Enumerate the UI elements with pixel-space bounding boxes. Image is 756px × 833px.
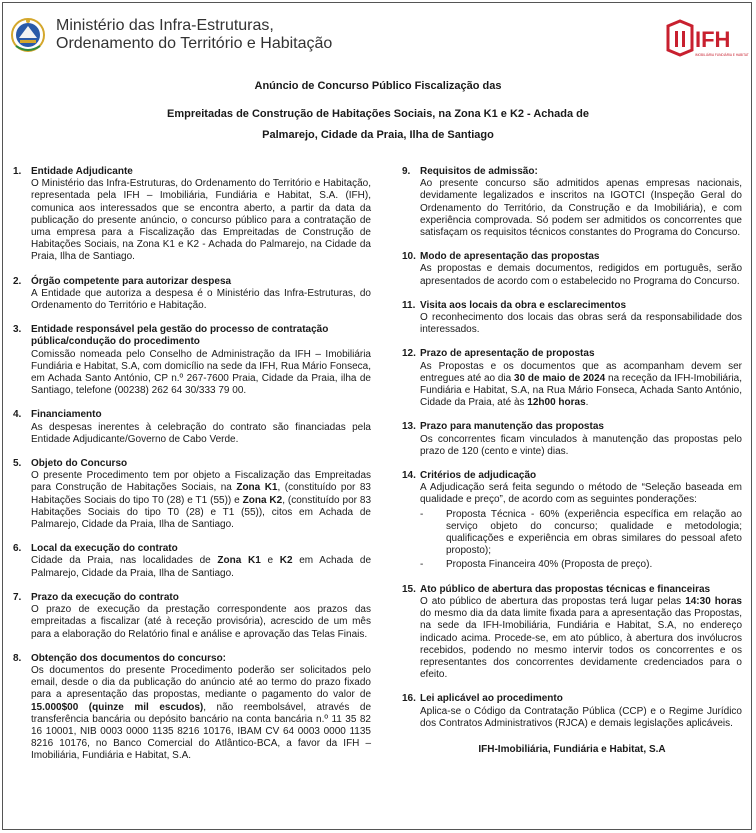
section-1 [13, 166, 371, 264]
section-10 [402, 251, 742, 288]
section-body: A Adjudicação será feita segundo o método de “Seleção baseada em qualidade e preço”, de acordo com as seguintes ponderações: [420, 482, 742, 506]
section-11 [402, 300, 742, 337]
section-heading-text: Lei aplicável ao procedimento [420, 693, 563, 705]
section-body [420, 361, 742, 410]
section-13 [402, 421, 742, 458]
body-text: , (constituído por 83 Habitações Sociais do tipo T0 (28) e T1 (55)) e [31, 482, 371, 506]
section-body [420, 596, 742, 681]
criteria-text: Proposta Financeira 40% (Proposta de preço). [446, 559, 653, 571]
dash-marker: - [420, 508, 424, 520]
section-number: 4. [13, 409, 22, 421]
section-body [31, 470, 371, 531]
right-sections [402, 166, 742, 730]
section-number: 10. [402, 251, 416, 263]
section-heading [13, 276, 371, 288]
section-number: 16. [402, 693, 416, 705]
section-heading [402, 300, 742, 312]
section-8 [13, 653, 371, 763]
body-text: , (constituído por 83 Habitações Sociais do tipo T0 (28) e T1 (55)), citos em Achada de Palmarejo, Cidade da Praia, Ilha de Santiago. [31, 494, 372, 531]
section-heading [13, 458, 371, 470]
section-number: 15. [402, 583, 416, 595]
section-number: 12. [402, 348, 416, 360]
ministry-line-2: Ordenamento do Território e Habitação [56, 35, 333, 52]
section-heading-text: Entidade responsável pela gestão do processo de contratação pública/condução do procedimento [31, 324, 329, 348]
section-12 [402, 348, 742, 409]
title-line-2: Empreitadas de Construção de Habitações Sociais, na Zona K1 e K2 - Achada de [167, 108, 589, 120]
section-heading [402, 693, 742, 705]
section-body: As despesas inerentes à celebração do contrato são financiadas pela Entidade Adjudicante/Governo de Cabo Verde. [31, 421, 371, 445]
title-line-3: Palmarejo, Cidade da Praia, Ilha de Santiago [262, 129, 494, 141]
section-heading [402, 166, 742, 178]
section-heading-text: Prazo de apresentação de propostas [420, 348, 595, 360]
section-body: A Entidade que autoriza a despesa é o Ministério das Infra-Estruturas, do Ordenamento do Território e Habitação. [31, 287, 371, 312]
section-15 [402, 584, 742, 682]
section-body: O reconhecimento dos locais das obras será da responsabilidade dos interessados. [420, 312, 742, 336]
section-heading [402, 251, 742, 263]
body-text: do mesmo dia da data limite fixada para a apresentação das Propostas, na sede da IFH-Imobiliária, Fundiária e Habitat, S.A, no endereço indicado acima. Procede-se, em ato público, à abertura dos invólucros recebidos, podendo no mesmo intervir todos os concorrentes e os representantes dos concorrentes devidamente credenciados para o efeito. [420, 608, 742, 681]
section-number: 9. [402, 166, 411, 177]
section-body [31, 555, 371, 579]
emphasis-text: 14:30 horas [685, 595, 742, 607]
left-column [13, 166, 371, 775]
body-text: As Propostas e os documentos que as acompanham devem ser entregues até ao dia [420, 360, 742, 384]
section-body: Ao presente concurso são admitidos apenas empresas nacionais, devidamente legalizados e inscritos na IGOTCI (Inspeção Geral do Ordenamento do Território, da Construção e da Imobiliária), e com experiência comprovada. Só podem ser admitidos os concorrentes que satisfaçam os requisitos técnicos constantes do Programa do Concurso. [420, 178, 742, 239]
signature: IFH-Imobiliária, Fundiária e Habitat, S.A [478, 743, 666, 755]
section-heading-text: Objeto do Concurso [31, 458, 128, 470]
emphasis-text: Zona K1 [236, 482, 278, 494]
ifh-logo [664, 20, 749, 60]
body-text: , não reembolsável, através de transferência bancária ou depósito bancário na conta bancária n.º 11 35 82 16 10001, NIB 0003 0000 1135 8216 10176, IBAM CV 64 0003 0000 1135 8216 10176, no Banco Comercial do Atlântico-BCA, a favor da IFH – Imobiliária, Fundiária e Habitat, S.A. [31, 701, 372, 762]
section-body: O prazo de execução da prestação correspondente aos prazos das empreitadas a fiscalizar (até à receção provisória), acrescido de um mês para a elaboração do Relatório final e análise e aprovação das Telas Finais. [31, 604, 371, 640]
criteria-list [420, 509, 742, 572]
section-body: As propostas e demais documentos, redigidos em português, serão apresentados de acordo com o estabelecido no Programa do Concurso. [420, 263, 742, 287]
section-heading-text: Ato público de abertura das propostas técnicas e financeiras [420, 583, 711, 595]
emphasis-text: 12h00 horas [527, 397, 586, 409]
section-body: Comissão nomeada pelo Conselho de Administração da IFH – Imobiliária Fundiária e Habitat, S.A, com domicílio na sede da IFH, Rua Mário Fonseca, em Achada Santo António, CP n.º 267-7600 Praia, Cidade da Praia, ilha de Santiago, telefone (00238) 262 64 30/333 79 00. [31, 348, 371, 397]
criteria-text: Proposta Técnica - 60% (experiência específica em relação ao serviço objeto do concurso; qualidade e metodologia; qualificações e experiência em obras similares do pessoal afeto proposto); [446, 508, 742, 557]
section-heading [402, 584, 742, 596]
section-heading [402, 421, 742, 433]
section-number: 8. [13, 652, 22, 664]
section-heading [13, 543, 371, 555]
body-text: em Achada de Palmarejo, Cidade da Praia, Ilha de Santiago. [31, 555, 372, 579]
emphasis-text: K2 [279, 555, 293, 567]
section-heading-text: Modo de apresentação das propostas [420, 251, 600, 263]
section-14 [402, 470, 742, 572]
dash-marker: - [420, 559, 424, 571]
ministry-line-1: Ministério das Infra-Estruturas, [56, 17, 274, 34]
ifh-logo-subtext: IMOBILIÁRIA FUNDIÁRIA E HABITAT [695, 53, 749, 57]
section-heading [13, 653, 371, 665]
section-heading [13, 166, 371, 178]
section-number: 6. [13, 543, 22, 555]
section-heading-text: Entidade Adjudicante [31, 166, 133, 177]
section-number: 5. [13, 458, 22, 470]
section-number: 7. [13, 591, 22, 603]
title-line-1: Anúncio de Concurso Público Fiscalização das [254, 80, 502, 92]
section-7 [13, 592, 371, 641]
section-body: Aplica-se o Código da Contratação Pública (CCP) e o Regime Jurídico dos Contratos Administrativos (RJCA) e demais legislações aplicáveis. [420, 705, 742, 729]
criteria-item [420, 559, 742, 571]
section-heading [13, 324, 371, 348]
body-text: na receção da IFH-Imobiliária, Fundiária e Habitat, S.A, na Rua Mário Fonseca, Achada Santo António, Cidade da Praia, até às [420, 372, 742, 409]
section-heading-text: Prazo da execução do contrato [31, 591, 179, 603]
section-heading [402, 470, 742, 482]
section-number: 2. [13, 275, 22, 287]
section-heading [402, 348, 742, 360]
ifh-logo-text: IFH [695, 27, 731, 52]
section-heading [13, 409, 371, 421]
section-heading-text: Visita aos locais da obra e esclarecimentos [420, 299, 627, 311]
section-heading-text: Órgão competente para autorizar despesa [31, 275, 232, 287]
body-text: e [260, 555, 280, 567]
section-heading [13, 592, 371, 604]
section-heading-text: Financiamento [31, 409, 102, 421]
section-body: Os concorrentes ficam vinculados à manutenção das propostas pelo prazo de 120 (cento e vinte) dias. [420, 433, 742, 457]
section-5 [13, 458, 371, 531]
ministry-name [56, 17, 332, 53]
section-3 [13, 324, 371, 397]
section-number: 13. [402, 421, 416, 433]
section-9 [402, 166, 742, 239]
section-4 [13, 409, 371, 446]
emphasis-text: Zona K1 [217, 555, 261, 567]
body-text: O ato público de abertura das propostas terá lugar pelas [420, 595, 686, 607]
section-heading-text: Prazo para manutenção das propostas [420, 421, 604, 433]
section-heading-text: Local da execução do contrato [31, 543, 178, 555]
section-heading-text: Requisitos de admissão: [420, 166, 538, 177]
section-body: O Ministério das Infra-Estruturas, do Ordenamento do Território e Habitação, representada pela IFH – Imobiliária, Fundiária e Habitat, S.A. (IFH), comunica aos interessados que se encontra aberto, a partir da data da publicação do presente anúncio, o concurso público para a contratação de uma empresa para a Fiscalização das Empreitadas de Construção de Habitações Sociais, na Zona K1 e K2 - Achada do Palmarejo, na Cidade da Praia, Ilha de Santiago. [31, 178, 371, 263]
section-2 [13, 276, 371, 313]
section-number: 11. [402, 299, 416, 311]
emphasis-text: 15.000$00 (quinze mil escudos) [31, 701, 204, 713]
section-heading-text: Obtenção dos documentos do concurso: [31, 652, 227, 664]
section-16 [402, 693, 742, 730]
section-heading-text: Critérios de adjudicação [420, 470, 537, 482]
right-column [402, 166, 742, 756]
section-number: 1. [13, 166, 22, 177]
body-text: . [585, 397, 589, 409]
body-text: Os documentos do presente Procedimento poderão ser solicitados pelo email, desde o dia da publicação do anúncio até ao termo do prazo fixado para a apresentação das propostas, mediante o pagamento do valor de [31, 664, 371, 701]
criteria-item [420, 509, 742, 558]
emphasis-text: 30 de maio de 2024 [514, 372, 606, 384]
section-number: 3. [13, 324, 22, 336]
emphasis-text: Zona K2 [242, 494, 283, 506]
body-text: Cidade da Praia, nas localidades de [31, 555, 218, 567]
section-body [31, 665, 371, 763]
header [8, 14, 748, 64]
coat-of-arms-icon [10, 16, 46, 54]
body-text: O presente Procedimento tem por objeto a Fiscalização das Empreitadas para Construção de Habitações Sociais, na [31, 470, 371, 494]
section-6 [13, 543, 371, 580]
section-number: 14. [402, 470, 416, 482]
